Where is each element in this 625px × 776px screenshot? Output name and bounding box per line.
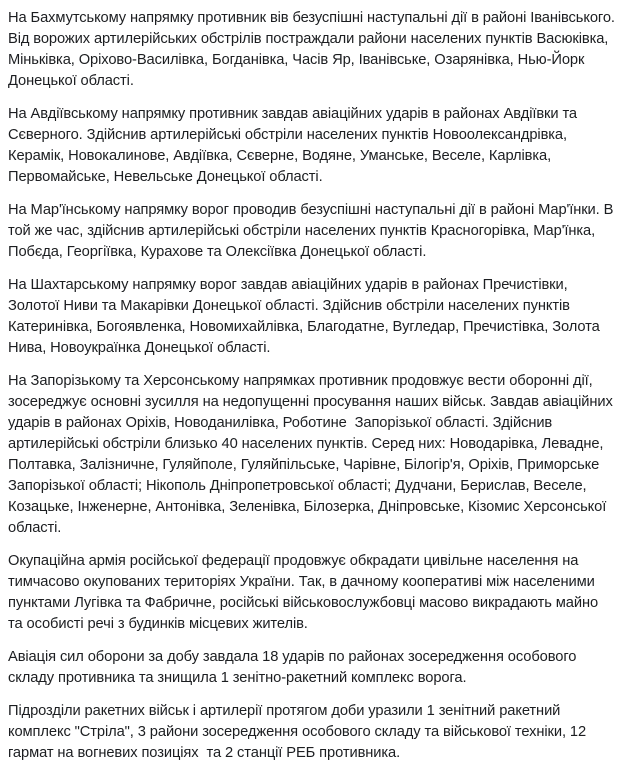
paragraph-defense-aviation-strikes: Авіація сил оборони за добу завдала 18 ударів по районах зосередження особового складу противника та знищила 1 зенітно-ракетний комплекс ворога. [8, 649, 581, 686]
paragraph-missile-artillery-results: Підрозділи ракетних військ і артилерії протягом доби уразили 1 зенітний ракетний комплекс "Стріла", 3 райони зосередження особового складу та військової техніки, 12 гармат на вогневих позиціях та 2 станції РЕБ противника. [8, 703, 591, 761]
paragraph-occupation-army-looting: Окупаційна армія російської федерації продовжує обкрадати цивільне населення на тимчасово окупованих територіях України. Так, в дачному кооперативі між населеними пунктами Лугівка та Фабричне, російські військовослужбовці масово викрадають майно та особисті речі з будинків місцевих жителів. [8, 553, 603, 632]
paragraph-bakhmut-direction: На Бахмутському напрямку противник вів безуспішні наступальні дії в районі Іванівського. Від ворожих артилерійських обстрілів постраждали райони населених пунктів Васюківка, Міньківка, Оріхово-Василівка, Богданівка, Часів Яр, Іванівське, Озарянівка, Нью-Йорк Донецької області. [8, 10, 619, 89]
paragraph-avdiivka-direction: На Авдіївському напрямку противник завдав авіаційних ударів в районах Авдіївки та Сєверного. Здійснив артилерійські обстріли населених пунктів Новоолександрівка, Керамік, Новокалинове, Авдіївка, Сєверне, Водяне, Уманське, Веселе, Карлівка, Первомайське, Невельське Донецької області. [8, 106, 581, 185]
paragraph-zaporizhzhia-kherson-direction: На Запорізькому та Херсонському напрямках противник продовжує вести оборонні дії, зосереджує основні зусилля на недопущенні просування наших військ. Завдав авіаційних ударів в районах Оріхів, Новоданилівка, Роботине Запорізької області. Здійснив артилерійські обстріли близько 40 населених пунктів. Серед них: Новодарівка, Левадне, Полтавка, Залізничне, Гуляйполе, Гуляйпільське, Чарівне, Білогір'я, Оріхів, Приморське Запорізької області; Нікополь Дніпропетровської області; Дудчани, Берислав, Веселе, Козацьке, Інженерне, Антонівка, Зеленівка, Білозерка, Дніпровське, Кізомис Херсонської області. [8, 373, 617, 536]
paragraph-marinka-direction: На Мар'їнському напрямку ворог проводив безуспішні наступальні дії в районі Мар'їнки. В той же час, здійснив артилерійські обстріли населених пунктів Красногорівка, Мар'їнка, Побєда, Георгіївка, Курахове та Олексіївка Донецької області. [8, 202, 618, 260]
paragraph-shakhtarsk-direction: На Шахтарському напрямку ворог завдав авіаційних ударів в районах Пречистівки, Золотої Ниви та Макарівки Донецької області. Здійснив обстріли населених пунктів Катеринівка, Богоявленка, Новомихайлівка, Благодатне, Вугледар, Пречистівка, Золота Нива, Новоукраїнка Донецької області. [8, 277, 604, 356]
